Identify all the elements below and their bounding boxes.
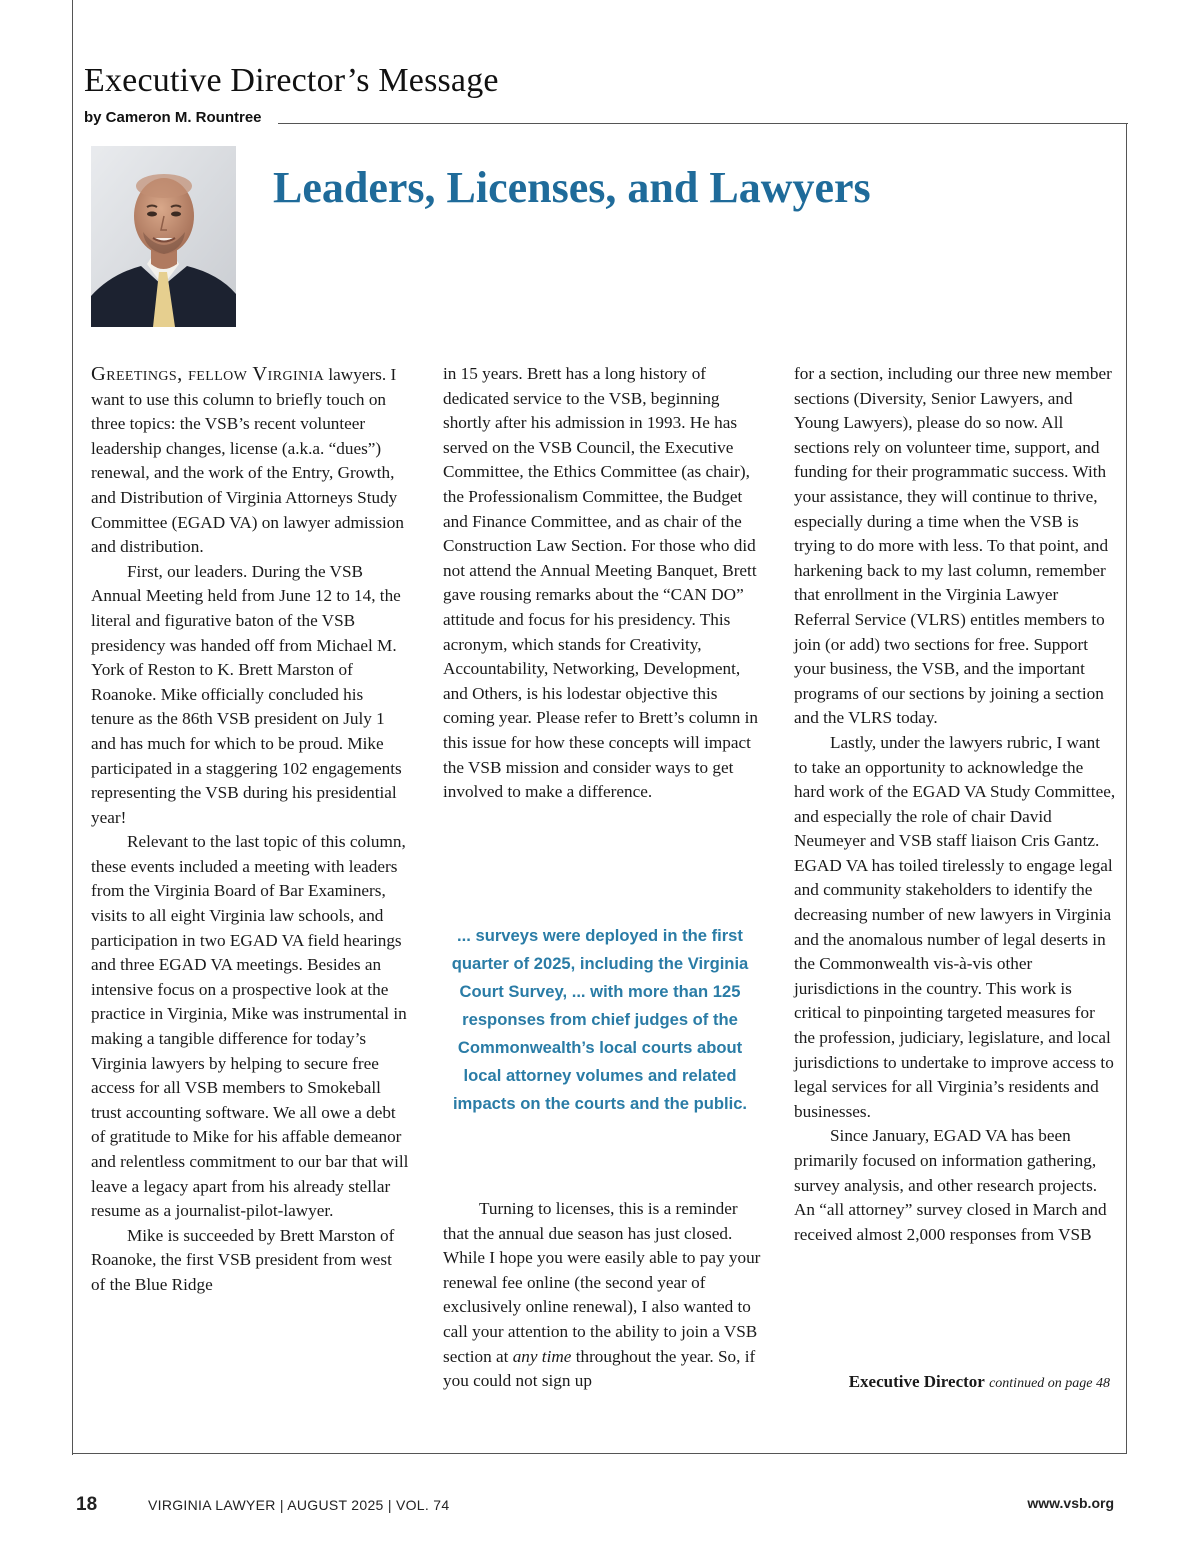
lead-in: Greetings, fellow Virginia [91,363,325,385]
article-column-1 [91,362,409,1298]
article-column-3 [794,362,1116,1247]
paragraph: Relevant to the last topic of this column, these events included a meeting with leaders from the Virginia Board of Bar Examiners, visits to all eight Virginia law schools, and participation in two EGAD VA field hearings and three EGAD VA meetings. Besides an intensive focus on a prospective look at the practice in Virginia, Mike was instrumental in making a tangible difference for today’s Virginia lawyers by helping to secure free access for all VSB members to Smokeball trust accounting software. We all owe a debt of gratitude to Mike for his affable demeanor and relentless commitment to our bar that will leave a legacy apart from his already stellar resume as a journalist-pilot-lawyer. [91,832,409,1221]
page-number: 18 [76,1494,98,1515]
paragraph: Lastly, under the lawyers rubric, I want to take an opportunity to acknowledge the hard work of the EGAD VA Study Committee, and especially the role of chair David Neumeyer and VSB staff liaison Cris Gantz. EGAD VA has toiled tirelessly to engage legal and community stakeholders to identify the decreasing number of new lawyers in Virginia and the anomalous number of legal deserts in the Commonwealth vis-à-vis other jurisdictions in the country. This work is critical to pinpointing targeted measures for the profession, judiciary, legislature, and local jurisdictions to undertake to improve access to legal services for all Virginia’s residents and businesses. [794,732,1116,1121]
paragraph: in 15 years. Brett has a long history of dedicated service to the VSB, beginning shortly after his admission in 1993. He has served on the VSB Council, the Executive Committee, the Ethics Committee (as chair), the Professionalism Committee, the Budget and Finance Committee, and as chair of the Construction Law Section. For those who did not attend the Annual Meeting Banquet, Brett gave rousing remarks about the “CAN DO” attitude and focus for his presidency. This acronym, which stands for Creativity, Accountability, Networking, Development, and Others, is his lodestar objective this coming year. Please refer to Brett’s column in this issue for how these concepts will impact the VSB mission and consider ways to get involved to make a difference. [443,364,759,802]
paragraph [443,1197,765,1394]
continued-note: continued on page 48 [989,1376,1110,1391]
paragraph-text: throughout the year. So, if you could not sign up [443,1346,756,1391]
author-portrait-icon [91,146,236,327]
website-link[interactable]: www.vsb.org [1027,1495,1114,1511]
paragraph: First, our leaders. During the VSB Annual Meeting held from June 12 to 14, the literal and figurative baton of the VSB presidency was handed off from Michael M. York of Reston to K. Brett Marston of Roanoke. Mike officially concluded his tenure as the 86th VSB president on July 1 and has much for which to be proud. Mike participated in a staggering 102 engagements representing the VSB during his presidential year! [91,561,402,827]
paragraph: for a section, including our three new member sections (Diversity, Senior Lawyers, and Young Lawyers), please do so now. All sections rely on volunteer time, support, and funding for their programmatic success. With your assistance, they will continue to thrive, especially during a time when the VSB is trying to do more with less. To that point, and harkening back to my last column, remember that enrollment in the Virginia Lawyer Referral Service (VLRS) entitles members to join (or add) two sections for free. Support your business, the VSB, and the important programs of our sections by joining a section and the VLRS today. [794,364,1112,728]
emphasis: any time [512,1346,572,1366]
continued-label: Executive Director [848,1372,985,1391]
article-column-2 [443,362,765,805]
paragraph: Mike is succeeded by Brett Marston of Roanoke, the first VSB president from west of the Blue Ridge [91,1225,395,1294]
article-column-2-continued [443,1197,765,1394]
publication-info: VIRGINIA LAWYER | AUGUST 2025 | VOL. 74 [148,1497,450,1513]
article-headline: Leaders, Licenses, and Lawyers [273,163,871,212]
paragraph-text: lawyers. I want to use this column to briefly touch on three topics: the VSB’s recent volunteer leadership changes, license (a.k.a. “dues”) renewal, and the work of the Entry, Growth, and Distribution of Virginia Attorneys Study Committee (EGAD VA) on lawyer admission and distribution. [91,365,404,557]
section-title: Executive Director’s Message [84,62,499,99]
paragraph [91,362,409,560]
continued-link[interactable] [849,1372,1110,1392]
pull-quote: ... surveys were deployed in the first quarter of 2025, including the Virginia Court Survey, ... with more than 125 responses from chief judges of the Commonwealth’s local courts about local attorney volumes and related impacts on the courts and the public. [451,926,749,1113]
byline-rule [278,123,1128,124]
paragraph-text: Turning to licenses, this is a reminder that the annual due season has just closed. While I hope you were easily able to pay your renewal fee online (the second year of exclusively online renewal), I also wanted to call your attention to the ability to join a VSB section at [443,1199,761,1366]
paragraph: Since January, EGAD VA has been primarily focused on information gathering, survey analysis, and other research projects. An “all attorney” survey closed in March and received almost 2,000 responses from VSB [794,1126,1107,1244]
byline: by Cameron M. Rountree [84,109,262,126]
